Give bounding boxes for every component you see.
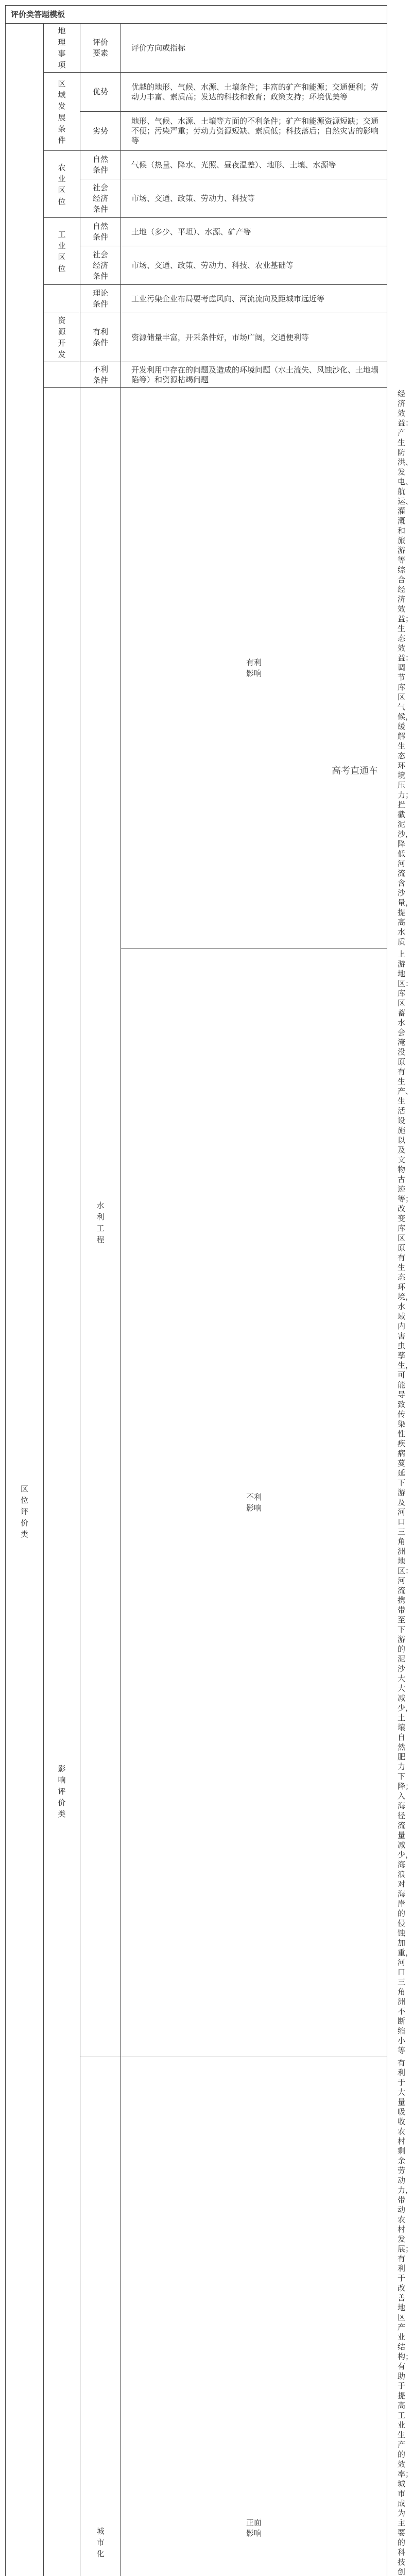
agri-location-label: 农业区位: [58, 162, 66, 207]
agri-social-label: [80, 179, 121, 218]
theory-empty-cell: [44, 285, 80, 313]
water-positive-label-text: 有利影响: [246, 657, 262, 679]
category-impact: [44, 388, 80, 2576]
resource-empty-cell: [44, 362, 80, 388]
water-positive-label: [121, 388, 387, 948]
watermark: 高考直通车: [332, 764, 378, 777]
water-negative-label: [121, 948, 387, 2057]
regional-advantage-label: 优势: [80, 73, 121, 112]
urbanization-label: 城市化: [96, 2526, 105, 2560]
header-factor: [80, 24, 121, 73]
urban-positive-label: [121, 2057, 387, 2576]
water-project: [80, 388, 121, 2057]
urban-positive-label-text: 正面影响: [246, 2517, 262, 2539]
regional-conditions-label: 区域发展条件: [58, 78, 66, 146]
industry-social-label-text: 社会经济条件: [93, 249, 109, 282]
category-impact-label: 影响评价类: [58, 1763, 66, 1820]
header-direction: 评价方向或指标: [121, 24, 387, 73]
category-location: [6, 24, 44, 2576]
resource-development: [44, 313, 80, 362]
header-geo: [44, 24, 80, 73]
water-project-label: 水利工程: [96, 1200, 105, 1245]
resource-favorable-label-text: 有利条件: [93, 327, 109, 348]
resource-unfavorable-label: [80, 362, 121, 388]
table-title: 评价类答题模板: [6, 6, 387, 24]
resource-development-label: 资源开发: [58, 315, 66, 360]
header-factor-label: 评价要素: [93, 37, 109, 59]
agri-location: [44, 151, 80, 218]
regional-conditions: [44, 73, 80, 151]
regional-disadvantage-text: 地形、气候、水源、土壤等方面的不利条件；矿产和能源资源短缺；交通不便；污染严重；劳动力资源短缺、素质低；科技落后；自然灾害的影响等: [121, 112, 387, 151]
industry-natural-label-text: 自然条件: [93, 221, 109, 243]
agri-natural-text: 气候（热量、降水、光照、昼夜温差）、地形、土壤、水源等: [121, 151, 387, 179]
resource-unfavorable-text: 开发利用中存在的问题及造成的环境问题（水土流失、风蚀沙化、土地塌陷等）和资源枯竭问题: [121, 362, 387, 388]
urbanization: [80, 2057, 121, 2576]
resource-favorable-text: 资源储量丰富，开采条件好，市场广阔，交通便利等: [121, 313, 387, 362]
industry-social-text: 市场、交通、政策、劳动力、科技、农业基础等: [121, 246, 387, 285]
agri-social-label-text: 社会经济条件: [93, 182, 109, 215]
header-geo-label: 地理事项: [58, 25, 66, 71]
category-location-label: 区位评价类: [21, 1483, 29, 1540]
regional-disadvantage-label: 劣势: [80, 112, 121, 151]
resource-unfavorable-label-text: 不利条件: [93, 364, 109, 386]
industry-natural-text: 土地（多少、平坦）、水源、矿产等: [121, 218, 387, 246]
agri-social-text: 市场、交通、政策、劳动力、科技等: [121, 179, 387, 218]
industry-natural-label: [80, 218, 121, 246]
resource-favorable-label: [80, 313, 121, 362]
industry-location: [44, 218, 80, 285]
industry-social-label: [80, 246, 121, 285]
water-negative-label-text: 不利影响: [246, 1492, 262, 1514]
evaluation-template-table: 评价类答题模板 区位评价类 地理事项 评价要素 评价方向或指标 区域发展条件 优势 优越的地形、气候、水源、土壤条件；丰富的矿产和能源；交通便利；劳动力丰富、素质高；发达的科技和教育；政策支持；环境优美等 劣势 地形、气候、水源、土壤等方面的不利条件；矿产和能源资源短缺；交通不便；污染严重；劳动力资源短缺、素质低；科技落后；自然灾害的影响等 农业区位 自然条件 气候（热量、降水、光照、昼夜温差）、地形、土壤、水源等 社会经济条件 市场、交通、政策、劳动力、科技等 工业区位 自然条件 土地（多少、平坦）、水源、矿产等 社会经济条件 市场、交通、政策、劳动力、科技、农业基础等 理论条件 工业污染企业布局要考虑风向、河流流向及距城市远近等 资源开发 有利条件 资源储量丰富，开采条件好，市场广阔，交通便利等 不利条件 开发利用中存在的问题及造成的环境问题（水土流失、风蚀沙化、土地塌陷等）和资源枯竭问题 影响评价类 水利工程 有利影响 经济效益：产生防洪、发电、航运、灌溉和旅游等综合经济效益； 生态效益：调节库区气候，缓解生态环境压力；拦截泥沙，降低河流含沙量，提高水质 不利影响 上游地区：库区蓄水会淹没原有生产、生活设施以及文物古迹等；改变库区原有生态环境，水域内害虫孳生，可能导致传染性疾病蔓延 下游及河口三角洲地区：河流携带至下游的泥沙大大减少，土壤自然肥力下降；入海径流量减少，海浪对海岸的侵蚀加重，河口三角洲不断缩小等 城市化 正面影响 有利于大量吸收农村剩余劳动力，带动农村发展；有利于改善地区产业结构；有助于提高工业生产的效率；城市成为主要的科技创: [5, 5, 387, 2576]
agri-natural-label-text: 自然条件: [93, 154, 109, 176]
industry-location-label: 工业区位: [58, 229, 66, 274]
industry-theory-label: [80, 285, 121, 313]
industry-theory-label-text: 理论条件: [93, 288, 109, 310]
agri-natural-label: [80, 151, 121, 179]
regional-advantage-text: 优越的地形、气候、水源、土壤条件；丰富的矿产和能源；交通便利；劳动力丰富、素质高；发达的科技和教育；政策支持；环境优美等: [121, 73, 387, 112]
industry-theory-text: 工业污染企业布局要考虑风向、河流流向及距城市远近等: [121, 285, 387, 313]
